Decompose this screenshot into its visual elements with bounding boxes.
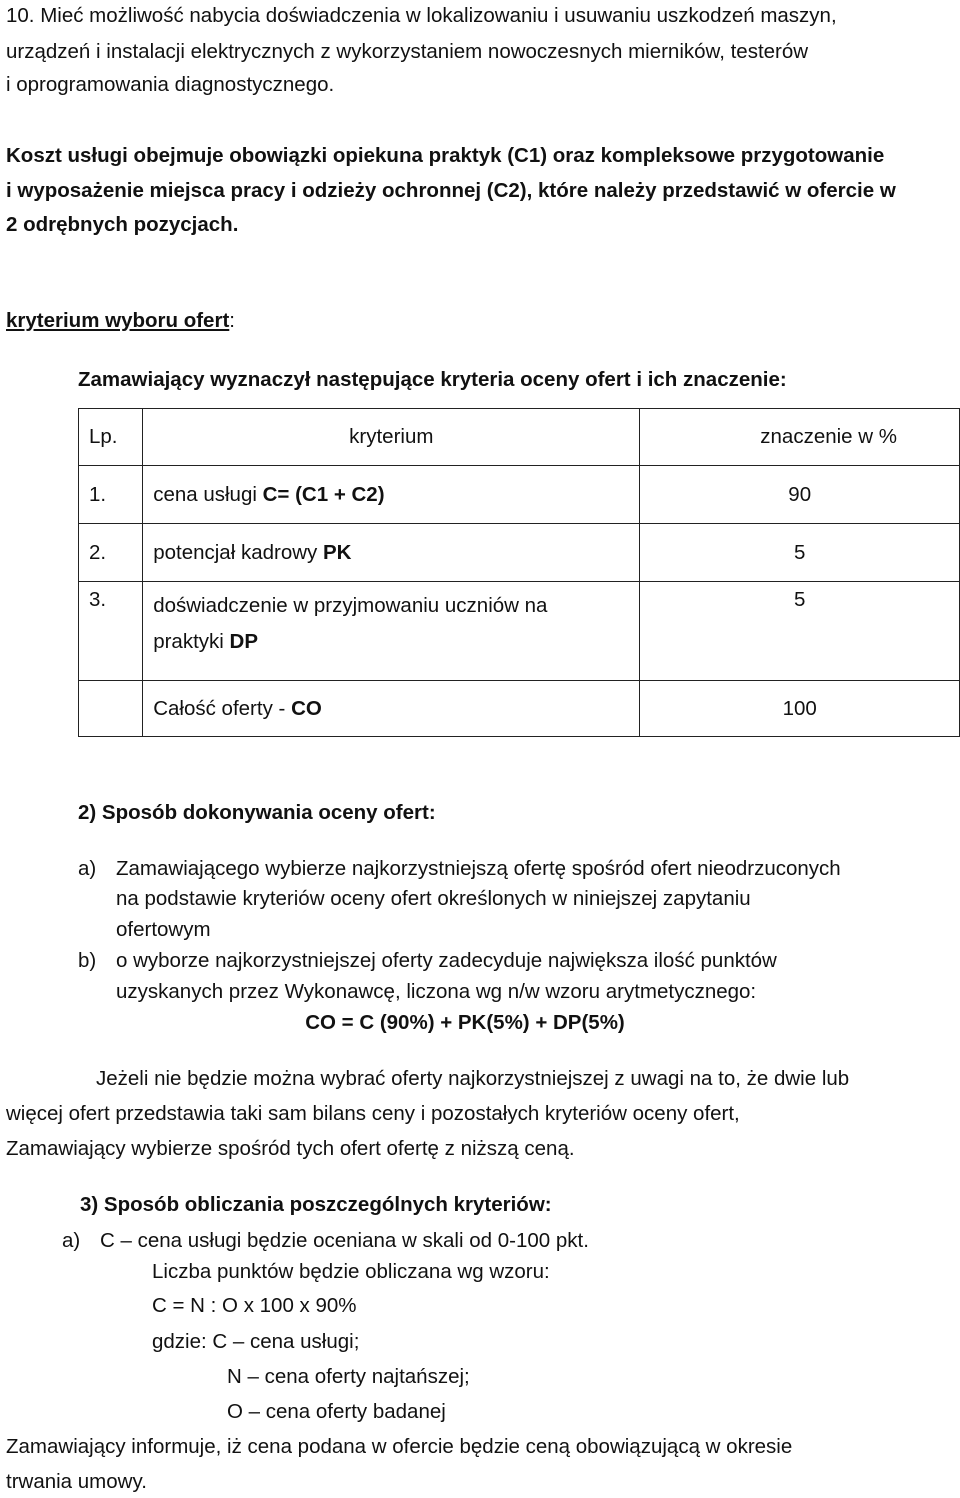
total-value: 100	[640, 681, 960, 737]
table-header-row	[79, 409, 960, 466]
calc-points-line: Liczba punktów będzie obliczana wg wzoru:	[152, 1260, 550, 1283]
criteria-heading-text: kryterium wyboru ofert	[6, 309, 230, 332]
section-10-line-3: i oprogramowania diagnostycznego.	[6, 73, 335, 96]
method-heading: 2) Sposób dokonywania oceny ofert:	[78, 801, 436, 824]
criterion-text: cena usługi	[153, 482, 263, 506]
criteria-heading-colon: :	[229, 309, 235, 332]
method-a-line-2: na podstawie kryteriów oceny ofert określonych w niniejszej zapytaniu	[116, 887, 751, 910]
row-criterion	[143, 524, 640, 582]
criteria-intro: Zamawiający wyznaczył następujące kryteria oceny ofert i ich znaczenie:	[78, 368, 787, 391]
header-znaczenie: znaczenie w %	[640, 409, 960, 466]
row-criterion	[143, 466, 640, 524]
calc-where-n: N – cena oferty najtańszej;	[227, 1365, 470, 1388]
criteria-heading	[6, 309, 235, 333]
criterion-text-line-2: praktyki	[153, 630, 230, 653]
tie-line-2: więcej ofert przedstawia taki sam bilans ceny i pozostałych kryteriów oceny ofert,	[6, 1102, 740, 1125]
method-a-line-3: ofertowym	[116, 918, 211, 941]
row-value: 5	[640, 524, 960, 582]
calc-heading: 3) Sposób obliczania poszczególnych kryteriów:	[80, 1193, 552, 1216]
section-10-line-1: 10. Mieć możliwość nabycia doświadczenia w lokalizowaniu i usuwaniu uszkodzeń maszyn,	[6, 4, 837, 27]
method-a-line-1: Zamawiającego wybierze najkorzystniejszą ofertę spośród ofert nieodrzuconych	[116, 857, 841, 880]
method-b-line-2: uzyskanych przez Wykonawcę, liczona wg n/w wzoru arytmetycznego:	[116, 980, 757, 1003]
total-text: Całość oferty -	[153, 696, 292, 720]
criteria-table	[78, 408, 960, 737]
info-line-1: Zamawiający informuje, iż cena podana w ofercie będzie ceną obowiązującą w okresie	[6, 1435, 793, 1458]
criterion-text-line-1: doświadczenie w przyjmowaniu uczniów na	[153, 594, 548, 617]
total-code: CO	[291, 696, 322, 720]
calc-where-c: gdzie: C – cena usługi;	[152, 1330, 360, 1353]
table-row	[79, 524, 960, 582]
row-lp: 1.	[79, 466, 143, 524]
header-kryterium: kryterium	[143, 409, 640, 466]
calc-a-text: C – cena usługi będzie oceniana w skali od 0-100 pkt.	[100, 1229, 589, 1252]
row-criterion	[143, 582, 640, 681]
header-lp: Lp.	[79, 409, 143, 466]
table-row	[79, 466, 960, 524]
info-line-2: trwania umowy.	[6, 1470, 147, 1493]
method-b-line-1: o wyborze najkorzystniejszej oferty zadecyduje największa ilość punktów	[116, 949, 777, 972]
method-a-label: a)	[78, 857, 97, 880]
calc-a-label: a)	[62, 1229, 81, 1252]
calc-where-o: O – cena oferty badanej	[227, 1400, 446, 1423]
total-lp	[79, 681, 143, 737]
cost-line-1: Koszt usługi obejmuje obowiązki opiekuna praktyk (C1) oraz kompleksowe przygotowanie	[6, 144, 885, 167]
row-lp: 3.	[79, 582, 143, 681]
row-lp: 2.	[79, 524, 143, 582]
row-value: 90	[640, 466, 960, 524]
method-formula: CO = C (90%) + PK(5%) + DP(5%)	[305, 1011, 625, 1034]
criterion-text: potencjał kadrowy	[153, 540, 323, 564]
total-criterion	[143, 681, 640, 737]
row-value: 5	[640, 582, 960, 681]
section-10-line-2: urządzeń i instalacji elektrycznych z wykorzystaniem nowoczesnych mierników, testerów	[6, 40, 809, 63]
tie-line-3: Zamawiający wybierze spośród tych ofert ofertę z niższą ceną.	[6, 1137, 575, 1160]
cost-line-2: i wyposażenie miejsca pracy i odzieży ochronnej (C2), które należy przedstawić w ofercie w	[6, 179, 896, 202]
criterion-code: DP	[229, 630, 259, 653]
criterion-code: C= (C1 + C2)	[262, 482, 385, 506]
method-b-label: b)	[78, 949, 97, 972]
cost-line-3: 2 odrębnych pozycjach.	[6, 213, 239, 236]
table-row	[79, 582, 960, 681]
calc-formula: C = N : O x 100 x 90%	[152, 1294, 357, 1317]
criterion-code: PK	[323, 540, 352, 564]
table-total-row	[79, 681, 960, 737]
tie-line-1: Jeżeli nie będzie można wybrać oferty najkorzystniejszej z uwagi na to, że dwie lub	[96, 1067, 850, 1090]
